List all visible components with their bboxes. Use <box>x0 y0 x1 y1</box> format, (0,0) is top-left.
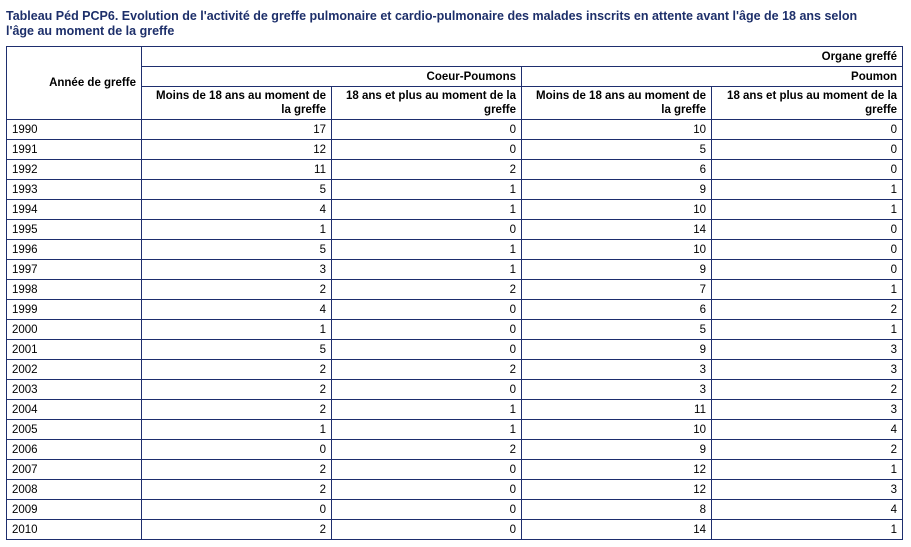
poumon-under-18-cell: 14 <box>522 220 712 240</box>
poumon-under-18-cell: 8 <box>522 500 712 520</box>
poumon-under-18-cell: 9 <box>522 260 712 280</box>
table-row <box>7 140 903 160</box>
coeur-poumons-18-plus-cell: 1 <box>332 420 522 440</box>
year-cell: 2009 <box>7 500 142 520</box>
year-cell: 2007 <box>7 460 142 480</box>
coeur-poumons-18-plus-cell: 1 <box>332 200 522 220</box>
year-cell: 2005 <box>7 420 142 440</box>
coeur-poumons-under-18-cell: 3 <box>142 260 332 280</box>
poumon-18-plus-cell: 1 <box>712 280 903 300</box>
year-cell: 2006 <box>7 440 142 460</box>
table-row <box>7 500 903 520</box>
year-cell: 1996 <box>7 240 142 260</box>
table-body <box>7 120 903 540</box>
poumon-18-plus-cell: 0 <box>712 260 903 280</box>
poumon-under-18-cell: 3 <box>522 360 712 380</box>
age-header-under-18: Moins de 18 ans au moment de la greffe <box>142 87 332 120</box>
poumon-18-plus-cell: 0 <box>712 240 903 260</box>
table-row <box>7 440 903 460</box>
coeur-poumons-18-plus-cell: 0 <box>332 220 522 240</box>
table-row <box>7 280 903 300</box>
coeur-poumons-18-plus-cell: 1 <box>332 240 522 260</box>
year-column-header: Année de greffe <box>7 47 142 120</box>
poumon-under-18-cell: 5 <box>522 140 712 160</box>
poumon-under-18-cell: 12 <box>522 460 712 480</box>
group-header-coeur-poumons: Coeur-Poumons <box>142 67 522 87</box>
year-cell: 1992 <box>7 160 142 180</box>
coeur-poumons-18-plus-cell: 0 <box>332 480 522 500</box>
coeur-poumons-18-plus-cell: 1 <box>332 260 522 280</box>
coeur-poumons-under-18-cell: 12 <box>142 140 332 160</box>
coeur-poumons-18-plus-cell: 1 <box>332 180 522 200</box>
poumon-under-18-cell: 10 <box>522 200 712 220</box>
poumon-18-plus-cell: 2 <box>712 440 903 460</box>
year-cell: 1999 <box>7 300 142 320</box>
poumon-18-plus-cell: 0 <box>712 220 903 240</box>
coeur-poumons-under-18-cell: 2 <box>142 480 332 500</box>
table-row <box>7 160 903 180</box>
header-row-age <box>7 87 903 120</box>
poumon-18-plus-cell: 4 <box>712 500 903 520</box>
table-row <box>7 120 903 140</box>
poumon-under-18-cell: 10 <box>522 120 712 140</box>
group-header-poumon: Poumon <box>522 67 903 87</box>
table-row <box>7 220 903 240</box>
coeur-poumons-under-18-cell: 17 <box>142 120 332 140</box>
coeur-poumons-18-plus-cell: 0 <box>332 500 522 520</box>
poumon-18-plus-cell: 2 <box>712 380 903 400</box>
table-row <box>7 340 903 360</box>
year-cell: 1994 <box>7 200 142 220</box>
coeur-poumons-under-18-cell: 2 <box>142 380 332 400</box>
poumon-18-plus-cell: 0 <box>712 140 903 160</box>
coeur-poumons-under-18-cell: 4 <box>142 200 332 220</box>
coeur-poumons-18-plus-cell: 0 <box>332 340 522 360</box>
poumon-under-18-cell: 7 <box>522 280 712 300</box>
coeur-poumons-18-plus-cell: 2 <box>332 360 522 380</box>
age-header-under-18: Moins de 18 ans au moment de la greffe <box>522 87 712 120</box>
coeur-poumons-under-18-cell: 2 <box>142 400 332 420</box>
poumon-under-18-cell: 11 <box>522 400 712 420</box>
table-row <box>7 380 903 400</box>
organ-group-header: Organe greffé <box>142 47 903 67</box>
year-cell: 2000 <box>7 320 142 340</box>
year-cell: 1993 <box>7 180 142 200</box>
coeur-poumons-under-18-cell: 2 <box>142 460 332 480</box>
poumon-under-18-cell: 6 <box>522 160 712 180</box>
coeur-poumons-18-plus-cell: 0 <box>332 380 522 400</box>
year-cell: 1995 <box>7 220 142 240</box>
coeur-poumons-under-18-cell: 1 <box>142 420 332 440</box>
poumon-under-18-cell: 14 <box>522 520 712 540</box>
poumon-18-plus-cell: 3 <box>712 340 903 360</box>
table-title: Tableau Péd PCP6. Evolution de l'activité de greffe pulmonaire et cardio-pulmonaire des malades inscrits en attente avant l'âge de 18 ans selon l'âge au moment de la greffe <box>6 9 858 38</box>
table-row <box>7 460 903 480</box>
table-row <box>7 400 903 420</box>
poumon-under-18-cell: 3 <box>522 380 712 400</box>
header-row-organ <box>7 47 903 67</box>
table-row <box>7 360 903 380</box>
header-row-groups <box>7 67 903 87</box>
year-cell: 2008 <box>7 480 142 500</box>
table-row <box>7 300 903 320</box>
poumon-18-plus-cell: 4 <box>712 420 903 440</box>
age-header-18-plus: 18 ans et plus au moment de la greffe <box>712 87 903 120</box>
year-cell: 1997 <box>7 260 142 280</box>
poumon-under-18-cell: 5 <box>522 320 712 340</box>
coeur-poumons-under-18-cell: 0 <box>142 500 332 520</box>
year-cell: 2010 <box>7 520 142 540</box>
poumon-18-plus-cell: 1 <box>712 460 903 480</box>
table-row <box>7 200 903 220</box>
graft-activity-table <box>6 46 903 540</box>
coeur-poumons-under-18-cell: 2 <box>142 280 332 300</box>
table-row <box>7 520 903 540</box>
coeur-poumons-under-18-cell: 1 <box>142 320 332 340</box>
coeur-poumons-18-plus-cell: 2 <box>332 160 522 180</box>
poumon-under-18-cell: 9 <box>522 340 712 360</box>
coeur-poumons-18-plus-cell: 0 <box>332 300 522 320</box>
poumon-18-plus-cell: 3 <box>712 360 903 380</box>
table-row <box>7 480 903 500</box>
coeur-poumons-18-plus-cell: 2 <box>332 440 522 460</box>
table-row <box>7 240 903 260</box>
table-row <box>7 320 903 340</box>
poumon-18-plus-cell: 2 <box>712 300 903 320</box>
coeur-poumons-under-18-cell: 4 <box>142 300 332 320</box>
year-cell: 2002 <box>7 360 142 380</box>
coeur-poumons-under-18-cell: 11 <box>142 160 332 180</box>
coeur-poumons-18-plus-cell: 0 <box>332 520 522 540</box>
poumon-18-plus-cell: 0 <box>712 160 903 180</box>
coeur-poumons-under-18-cell: 5 <box>142 180 332 200</box>
poumon-18-plus-cell: 1 <box>712 320 903 340</box>
table-row <box>7 260 903 280</box>
coeur-poumons-under-18-cell: 5 <box>142 240 332 260</box>
coeur-poumons-under-18-cell: 0 <box>142 440 332 460</box>
poumon-18-plus-cell: 1 <box>712 180 903 200</box>
poumon-18-plus-cell: 1 <box>712 200 903 220</box>
coeur-poumons-18-plus-cell: 0 <box>332 460 522 480</box>
coeur-poumons-under-18-cell: 2 <box>142 520 332 540</box>
coeur-poumons-18-plus-cell: 0 <box>332 320 522 340</box>
poumon-under-18-cell: 9 <box>522 440 712 460</box>
poumon-18-plus-cell: 3 <box>712 400 903 420</box>
poumon-under-18-cell: 10 <box>522 240 712 260</box>
year-cell: 2004 <box>7 400 142 420</box>
poumon-under-18-cell: 9 <box>522 180 712 200</box>
poumon-under-18-cell: 12 <box>522 480 712 500</box>
coeur-poumons-18-plus-cell: 2 <box>332 280 522 300</box>
poumon-18-plus-cell: 3 <box>712 480 903 500</box>
poumon-under-18-cell: 6 <box>522 300 712 320</box>
year-cell: 2001 <box>7 340 142 360</box>
table-row <box>7 180 903 200</box>
year-cell: 2003 <box>7 380 142 400</box>
poumon-18-plus-cell: 1 <box>712 520 903 540</box>
coeur-poumons-under-18-cell: 1 <box>142 220 332 240</box>
age-header-18-plus: 18 ans et plus au moment de la greffe <box>332 87 522 120</box>
poumon-under-18-cell: 10 <box>522 420 712 440</box>
coeur-poumons-18-plus-cell: 0 <box>332 140 522 160</box>
coeur-poumons-under-18-cell: 2 <box>142 360 332 380</box>
coeur-poumons-18-plus-cell: 0 <box>332 120 522 140</box>
coeur-poumons-18-plus-cell: 1 <box>332 400 522 420</box>
year-cell: 1998 <box>7 280 142 300</box>
year-cell: 1990 <box>7 120 142 140</box>
coeur-poumons-under-18-cell: 5 <box>142 340 332 360</box>
poumon-18-plus-cell: 0 <box>712 120 903 140</box>
year-cell: 1991 <box>7 140 142 160</box>
table-row <box>7 420 903 440</box>
